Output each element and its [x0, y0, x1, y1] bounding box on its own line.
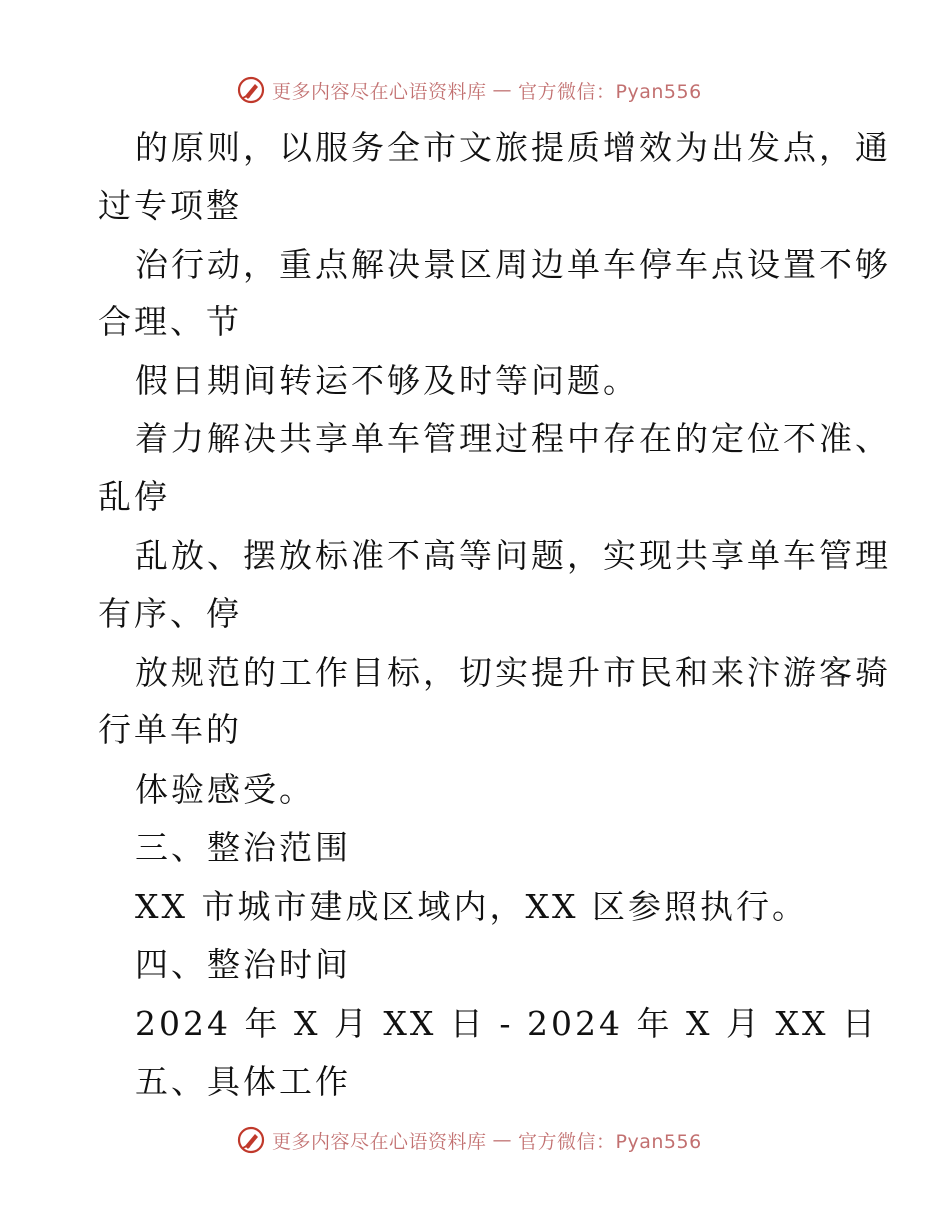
section-heading: 五、具体工作: [135, 1062, 351, 1101]
section-heading: 四、整治时间: [135, 945, 351, 984]
watermark-dash: —: [492, 1129, 513, 1151]
pen-logo-icon: [236, 75, 266, 105]
watermark-dash: —: [492, 79, 513, 101]
text-line: 过专项整: [98, 186, 242, 225]
header-watermark: [236, 72, 702, 108]
text-line: 着力解决共享单车管理过程中存在的定位不准、: [135, 419, 891, 458]
section-heading: 三、整治范围: [135, 828, 351, 867]
text-line: 乱放、摆放标准不高等问题，实现共享单车管理: [135, 536, 891, 575]
text-line: 放规范的工作目标，切实提升市民和来汴游客骑: [135, 653, 891, 692]
text-line: 假日期间转运不够及时等问题。: [135, 361, 639, 400]
text-line: 治行动，重点解决景区周边单车停车点设置不够: [135, 245, 891, 284]
watermark-account-text: 官方微信：Pyan556: [518, 1130, 702, 1153]
text-line: 行单车的: [98, 710, 242, 749]
text-line: XX 市城市建成区域内，XX 区参照执行。: [135, 887, 808, 926]
text-line: 体验感受。: [135, 770, 315, 809]
text-line: 的原则，以服务全市文旅提质增效为出发点，通: [135, 128, 891, 167]
text-line: 2024 年 X 月 XX 日 - 2024 年 X 月 XX 日: [135, 1004, 878, 1043]
watermark-site-text: 更多内容尽在心语资料库: [272, 1130, 487, 1153]
text-line: 合理、节: [98, 302, 242, 341]
footer-watermark: [236, 1122, 702, 1158]
watermark-site-text: 更多内容尽在心语资料库: [272, 80, 487, 103]
pen-logo-icon: [236, 1125, 266, 1155]
watermark-account-text: 官方微信：Pyan556: [518, 80, 702, 103]
text-line: 乱停: [98, 477, 170, 516]
text-line: 有序、停: [98, 594, 242, 633]
